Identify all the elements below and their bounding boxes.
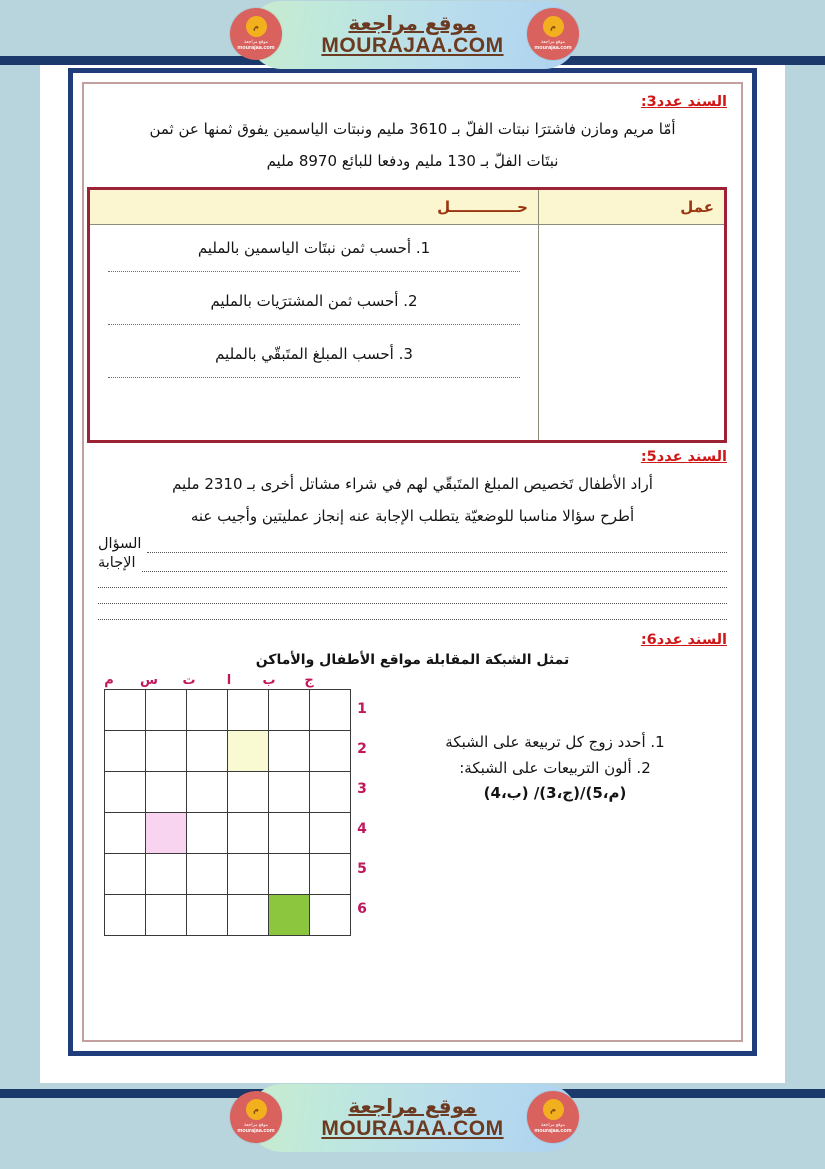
grid-cell-pink-cell[interactable] (146, 813, 187, 854)
grid-cell[interactable] (105, 731, 146, 772)
logo-caption-url: mourajaa.com (237, 1127, 275, 1134)
grid-cell[interactable] (269, 772, 310, 813)
grid-cell[interactable] (146, 690, 187, 731)
task-text-1: 1. أحسب ثمن نبتَات الياسمين بالمليم (197, 239, 431, 257)
task-answer-line[interactable] (108, 323, 520, 325)
grid-corner-spacer (329, 674, 351, 689)
logo-caption (534, 1122, 571, 1135)
grid-row-label-3: 3 (357, 781, 367, 798)
grid-cell[interactable] (228, 690, 269, 731)
grid-cell[interactable] (105, 690, 146, 731)
grid-cell[interactable] (146, 895, 187, 936)
grid-column-label-3: ا (226, 673, 232, 688)
grid-cell[interactable] (228, 895, 269, 936)
grid-cell[interactable] (187, 813, 228, 854)
answer-extra-line[interactable] (98, 586, 727, 588)
grid-row (105, 813, 351, 854)
solution-table (87, 187, 727, 443)
task-row (104, 288, 524, 325)
answer-input-line[interactable] (142, 557, 728, 572)
logo-caption-arabic: موقع مراجعة (540, 1122, 566, 1128)
logo-badge-icon: م (246, 16, 267, 37)
grid-cell[interactable] (105, 813, 146, 854)
task-list (90, 225, 538, 398)
grid-cell[interactable] (146, 731, 187, 772)
grid-cell[interactable] (105, 854, 146, 895)
grid-cell[interactable] (269, 690, 310, 731)
logo-caption (534, 39, 571, 52)
grid-column-label-1: ج (304, 673, 314, 688)
logo-badge-icon: م (246, 1099, 267, 1120)
logo-caption-arabic: موقع مراجعة (243, 39, 269, 45)
grid-cell[interactable] (187, 854, 228, 895)
brand-logo-right-icon (527, 1091, 579, 1143)
table-header-row (89, 189, 726, 225)
task-row (104, 341, 524, 378)
grid-cell[interactable] (269, 854, 310, 895)
answer-label: الإجابة (98, 555, 136, 571)
sanad-3-paragraph-1: أمّا مريم ومازن فاشترَا نبتات الفلّ بـ 3610 مليم ونبتات الياسمين يفوق ثمنها عن ثمن (149, 120, 676, 138)
logo-caption-url: mourajaa.com (534, 44, 572, 51)
grid-cell[interactable] (187, 731, 228, 772)
coordinate-grid (98, 674, 373, 936)
grid-cell[interactable] (269, 731, 310, 772)
solution-tasks-cell[interactable] (89, 225, 539, 442)
task-answer-line[interactable] (108, 270, 520, 272)
logo-caption-url: mourajaa.com (237, 44, 275, 51)
grid-cell[interactable] (187, 690, 228, 731)
grid-row-label-6: 6 (357, 901, 367, 918)
grid-cell-green-cell[interactable] (269, 895, 310, 936)
logo-badge-icon: م (543, 1099, 564, 1120)
worksheet-content (98, 94, 727, 936)
grid-cell[interactable] (228, 854, 269, 895)
grid-cell[interactable] (269, 813, 310, 854)
table-header-work: عمل (539, 189, 726, 225)
logo-caption (237, 39, 274, 52)
grid-cell[interactable] (310, 854, 351, 895)
footer-brand-bar (0, 1083, 825, 1153)
grid-column-label-2: ب (262, 673, 276, 688)
sanad-6-intro: تمثل الشبكة المقابلة مواقع الأطفال والأماكن (255, 652, 570, 668)
grid-row-headers (351, 689, 373, 936)
task-text-3: 3. أحسب المبلغ المتَبقّي بالمليم (215, 345, 413, 363)
grid-cell[interactable] (310, 731, 351, 772)
grid-table[interactable] (104, 689, 351, 936)
question-label: السؤال (98, 536, 142, 552)
grid-cell[interactable] (310, 813, 351, 854)
grid-cell[interactable] (310, 772, 351, 813)
grid-row-label-5: 5 (357, 861, 367, 878)
task-row (104, 235, 524, 272)
worksheet-inner-frame (82, 82, 743, 1042)
grid-row-label-1: 1 (357, 701, 367, 718)
question-input-line[interactable] (147, 538, 727, 553)
brand-logo-left-icon (230, 8, 282, 60)
logo-caption-arabic: موقع مراجعة (540, 39, 566, 45)
header-brand-url[interactable]: MOURAJAA.COM (321, 33, 504, 57)
grid-cell[interactable] (105, 895, 146, 936)
grid-column-headers (98, 674, 373, 689)
sanad-3-paragraph-2: نبتَات الفلّ بـ 130 مليم ودفعا للبائع 8970 مليم (266, 151, 559, 170)
grid-column-label-4: ت (182, 673, 196, 688)
logo-caption-arabic: موقع مراجعة (243, 1122, 269, 1128)
work-answer-cell[interactable] (539, 225, 726, 442)
section-heading-sanad-5: السند عدد5: (640, 449, 727, 465)
grid-row (105, 731, 351, 772)
grid-cell[interactable] (105, 772, 146, 813)
grid-cell[interactable] (310, 690, 351, 731)
header-brand-arabic: موقع مراجعة (348, 10, 477, 35)
sanad-5-paragraph-2: أطرح سؤالا مناسبا للوضعيّة يتطلب الإجابة عنه إنجاز عمليتين وأجيب عنه (190, 506, 635, 525)
grid-cell[interactable] (228, 813, 269, 854)
task-answer-line[interactable] (108, 376, 520, 378)
grid-cell[interactable] (187, 895, 228, 936)
answer-extra-line[interactable] (98, 602, 727, 604)
grid-cell[interactable] (146, 772, 187, 813)
grid-row (105, 690, 351, 731)
grid-task-1: 1. أحدد زوج كل تربيعة على الشبكة (445, 733, 665, 751)
grid-exercise (98, 674, 727, 936)
footer-brand-url[interactable]: MOURAJAA.COM (321, 1116, 504, 1140)
grid-task-list (373, 674, 727, 802)
grid-column-label-6: م (104, 673, 114, 688)
section-heading-sanad-3: السند عدد3: (640, 94, 727, 110)
brand-logo-right-icon (527, 8, 579, 60)
logo-badge-icon: م (543, 16, 564, 37)
grid-cell[interactable] (146, 854, 187, 895)
grid-cell-yellow-cell[interactable] (228, 731, 269, 772)
grid-column-label-5: س (140, 673, 158, 688)
table-body-row (89, 225, 726, 442)
footer-brand-arabic: موقع مراجعة (348, 1093, 477, 1118)
question-line (98, 536, 727, 553)
answer-extra-line[interactable] (98, 618, 727, 620)
grid-body (98, 689, 373, 936)
grid-cell[interactable] (310, 895, 351, 936)
brand-logo-left-icon (230, 1091, 282, 1143)
table-header-solution: حـــــــــــــل (89, 189, 539, 225)
grid-row-label-4: 4 (357, 821, 367, 838)
section-heading-sanad-6: السند عدد6: (640, 632, 727, 648)
answer-line (98, 555, 727, 572)
grid-cell[interactable] (228, 772, 269, 813)
grid-row (105, 854, 351, 895)
grid-cell[interactable] (187, 772, 228, 813)
logo-caption-url: mourajaa.com (534, 1127, 572, 1134)
sanad-5-paragraph-1: أراد الأطفال تَخصيص المبلغ المتَبقّي لهم في شراء مشاتل أخرى بـ 2310 مليم (172, 475, 653, 493)
task-text-2: 2. أحسب ثمن المشترَيات بالمليم (210, 292, 418, 310)
header-brand-bar (0, 0, 825, 70)
logo-caption (237, 1122, 274, 1135)
grid-row (105, 895, 351, 936)
grid-row (105, 772, 351, 813)
grid-coordinates: (ب،4) /(ج،3)/(م،5) (483, 783, 627, 802)
answer-block (98, 536, 727, 620)
grid-task-2: 2. ألون التربيعات على الشبكة: (459, 759, 651, 778)
grid-row-label-2: 2 (357, 741, 367, 758)
